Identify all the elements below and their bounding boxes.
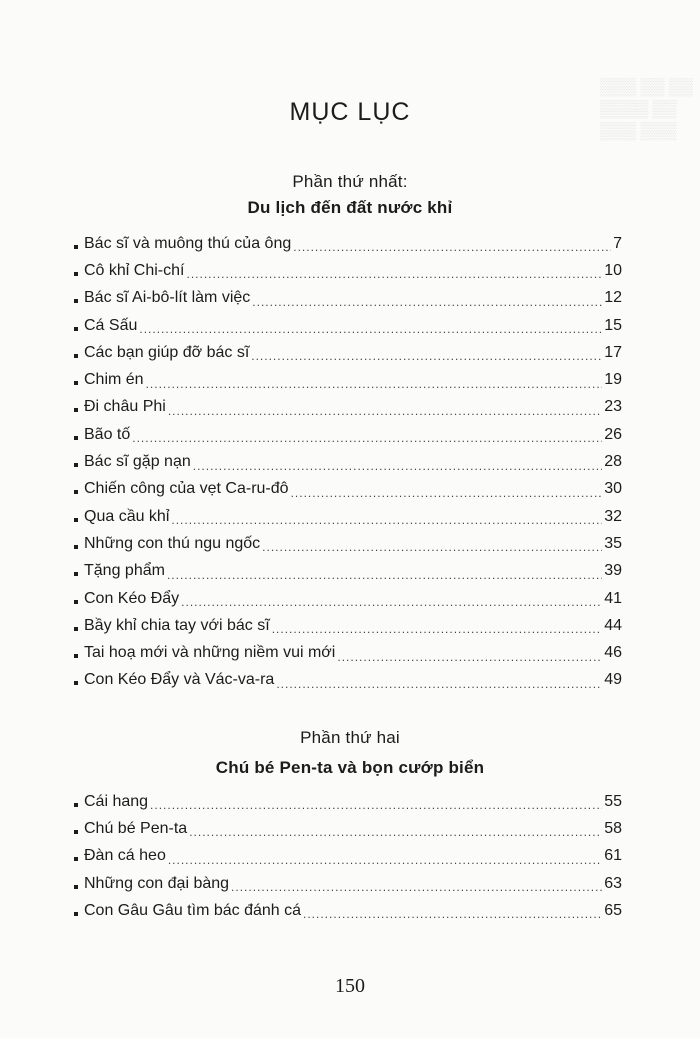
- part-1-label: Phần thứ nhất:: [292, 172, 408, 191]
- toc-entry-title: Tặng phẩm: [84, 562, 165, 580]
- dot-leader: [167, 558, 602, 585]
- toc-entry: [74, 230, 622, 257]
- toc-entry-page: 46: [604, 644, 622, 662]
- toc-entry-page: 32: [604, 507, 622, 525]
- toc-entry: [74, 815, 622, 842]
- bullet-icon: [74, 408, 78, 412]
- toc-entry: [74, 448, 622, 475]
- part-1-title: Du lịch đến đất nước khỉ: [247, 198, 453, 217]
- dot-leader: [337, 640, 602, 667]
- toc-entry-title: Chim én: [84, 371, 144, 389]
- toc-entry: [74, 843, 622, 870]
- toc-entry: [74, 366, 622, 393]
- bullet-icon: [74, 654, 78, 658]
- bullet-icon: [74, 299, 78, 303]
- bullet-icon: [74, 463, 78, 467]
- toc-entry-page: 19: [604, 371, 622, 389]
- part-1-toc-list: [74, 230, 622, 694]
- toc-entry-title: Cô khỉ Chi-chí: [84, 261, 185, 279]
- bullet-icon: [74, 436, 78, 440]
- toc-entry: [74, 503, 622, 530]
- bullet-icon: [74, 354, 78, 358]
- dot-leader: [168, 843, 602, 870]
- toc-entry-page: 44: [604, 616, 622, 634]
- dot-leader: [186, 257, 602, 284]
- bullet-icon: [74, 627, 78, 631]
- toc-entry-page: 26: [604, 425, 622, 443]
- toc-entry-title: Cá Sấu: [84, 316, 138, 334]
- dot-leader: [139, 312, 602, 339]
- toc-entry-page: 17: [604, 343, 622, 361]
- toc-entry-page: 35: [604, 534, 622, 552]
- dot-leader: [181, 585, 602, 612]
- toc-entry: [74, 394, 622, 421]
- bullet-icon: [74, 245, 78, 249]
- toc-entry: [74, 667, 622, 694]
- dot-leader: [303, 897, 602, 924]
- bullet-icon: [74, 518, 78, 522]
- toc-entry-title: Bầy khỉ chia tay với bác sĩ: [84, 616, 270, 634]
- toc-entry-title: Chiến công của vẹt Ca-ru-đô: [84, 480, 289, 498]
- page-number: 150: [335, 975, 365, 997]
- toc-entry: [74, 612, 622, 639]
- toc-entry: [74, 530, 622, 557]
- toc-entry-title: Bác sĩ và muông thú của ông: [84, 234, 292, 252]
- dot-leader: [251, 339, 602, 366]
- toc-entry: [74, 585, 622, 612]
- toc-entry-page: 7: [613, 234, 622, 252]
- dot-leader: [252, 285, 602, 312]
- bullet-icon: [74, 600, 78, 604]
- toc-entry-title: Tai hoạ mới và những niềm vui mới: [84, 644, 336, 662]
- toc-entry-title: Chú bé Pen-ta: [84, 819, 188, 837]
- dot-leader: [231, 870, 602, 897]
- dot-leader: [193, 449, 602, 476]
- toc-entry-title: Những con thú ngu ngốc: [84, 534, 261, 552]
- dot-leader: [150, 788, 602, 815]
- toc-entry: [74, 476, 622, 503]
- bullet-icon: [74, 545, 78, 549]
- dot-leader: [132, 421, 602, 448]
- toc-entry-title: Đi châu Phi: [84, 398, 166, 416]
- toc-entry-title: Đàn cá heo: [84, 847, 166, 865]
- part-2-toc-list: [74, 788, 622, 924]
- bullet-icon: [74, 885, 78, 889]
- toc-entry-page: 30: [604, 480, 622, 498]
- toc-entry: [74, 285, 622, 312]
- toc-entry-title: Con Kéo Đẩy: [84, 589, 180, 607]
- bleed-through-text: ▒▒▒ ▒▒ ▒▒ ▒▒▒▒ ▒▒ ▒▒▒ ▒▒▒: [600, 77, 693, 140]
- part-2-title: Chú bé Pen-ta và bọn cướp biển: [215, 758, 485, 777]
- dot-leader: [276, 667, 602, 694]
- dot-leader: [262, 530, 602, 557]
- dot-leader: [146, 367, 603, 394]
- toc-entry-page: 15: [604, 316, 622, 334]
- bullet-icon: [74, 327, 78, 331]
- toc-entry: [74, 339, 622, 366]
- toc-entry: [74, 639, 622, 666]
- part-2-label: Phần thứ hai: [300, 728, 400, 747]
- toc-entry-page: 58: [604, 819, 622, 837]
- dot-leader: [272, 612, 603, 639]
- toc-entry: [74, 421, 622, 448]
- toc-entry: [74, 897, 622, 924]
- bullet-icon: [74, 857, 78, 861]
- toc-entry-title: Bác sĩ Ai-bô-lít làm việc: [84, 289, 251, 307]
- toc-entry: [74, 558, 622, 585]
- dot-leader: [171, 503, 602, 530]
- toc-entry-page: 12: [604, 289, 622, 307]
- bullet-icon: [74, 830, 78, 834]
- toc-entry-page: 23: [604, 398, 622, 416]
- toc-entry-page: 55: [604, 792, 622, 810]
- bullet-icon: [74, 381, 78, 385]
- toc-entry: [74, 312, 622, 339]
- page-title: MỤC LỤC: [289, 98, 411, 126]
- dot-leader: [168, 394, 602, 421]
- toc-entry-page: 61: [604, 847, 622, 865]
- bullet-icon: [74, 803, 78, 807]
- toc-entry-page: 65: [604, 901, 622, 919]
- dot-leader: [189, 815, 602, 842]
- toc-entry-title: Bão tố: [84, 425, 131, 443]
- toc-entry-title: Những con đại bàng: [84, 874, 230, 892]
- toc-entry-page: 63: [604, 874, 622, 892]
- dot-leader: [291, 476, 603, 503]
- toc-entry-page: 49: [604, 671, 622, 689]
- toc-entry-title: Qua cầu khỉ: [84, 507, 170, 525]
- toc-entry-page: 41: [604, 589, 622, 607]
- toc-entry-title: Con Gâu Gâu tìm bác đánh cá: [84, 901, 302, 919]
- toc-entry: [74, 257, 622, 284]
- toc-entry-title: Con Kéo Đẩy và Vác-va-ra: [84, 671, 275, 689]
- bullet-icon: [74, 490, 78, 494]
- bullet-icon: [74, 272, 78, 276]
- bullet-icon: [74, 572, 78, 576]
- toc-entry-title: Cái hang: [84, 792, 149, 810]
- toc-entry-title: Các bạn giúp đỡ bác sĩ: [84, 343, 250, 361]
- toc-entry-page: 10: [604, 261, 622, 279]
- bullet-icon: [74, 681, 78, 685]
- toc-entry-page: 28: [604, 453, 622, 471]
- toc-entry-title: Bác sĩ gặp nạn: [84, 453, 191, 471]
- toc-entry-page: 39: [604, 562, 622, 580]
- toc-entry: [74, 870, 622, 897]
- bullet-icon: [74, 912, 78, 916]
- toc-entry: [74, 788, 622, 815]
- dot-leader: [293, 230, 611, 257]
